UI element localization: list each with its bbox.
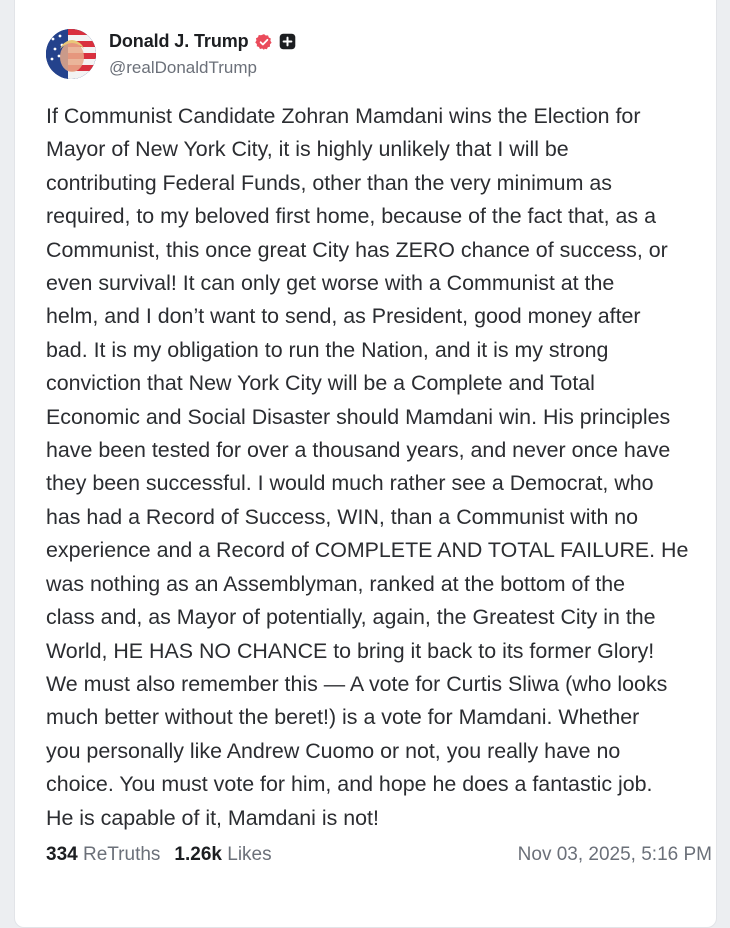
post-text-line: World, HE HAS NO CHANCE to bring it back to its former Glory!	[46, 638, 655, 663]
post-text-line: you personally like Andrew Cuomo or not, you really have no	[46, 738, 621, 763]
post-text-line: class and, as Mayor of potentially, again, the Greatest City in the	[46, 605, 656, 630]
author-display-name[interactable]: Donald J. Trump	[109, 31, 249, 51]
likes-count: 1.26k	[174, 844, 222, 865]
retruths-count: 334	[46, 844, 78, 865]
post-text	[46, 100, 714, 835]
post-text-line: contributing Federal Funds, other than the very minimum as	[46, 170, 612, 195]
post-text-line: was nothing as an Assemblyman, ranked at the bottom of the	[46, 571, 626, 596]
post-text-line: required, to my beloved first home, because of the fact that, as a	[46, 204, 656, 229]
retruths-label: ReTruths	[82, 844, 161, 865]
post-text-line: Economic and Social Disaster should Mamdani win. His principles	[46, 404, 671, 429]
verified-badge-icon	[255, 33, 273, 51]
post-text-line: If Communist Candidate Zohran Mamdani wins the Election for	[46, 104, 641, 128]
post-text-line: Communist, this once great City has ZERO chance of success, or	[46, 237, 668, 262]
post-text-line: experience and a Record of COMPLETE AND TOTAL FAILURE. He	[46, 538, 689, 563]
likes-stat[interactable]	[174, 844, 271, 866]
likes-label: Likes	[227, 844, 272, 865]
post-text-line: He is capable of it, Mamdani is not!	[46, 805, 379, 830]
author-handle[interactable]: @realDonaldTrump	[109, 58, 257, 77]
post-text-line: choice. You must vote for him, and hope he does a fantastic job.	[46, 772, 653, 797]
post-text-line: We must also remember this — A vote for Curtis Sliwa (who looks	[46, 671, 668, 696]
post-text-line: has had a Record of Success, WIN, than a Communist with no	[46, 504, 639, 529]
post-footer	[46, 844, 712, 866]
post-timestamp[interactable]: Nov 03, 2025, 5:16 PM	[517, 844, 712, 865]
post-text-line: Mayor of New York City, it is highly unlikely that I will be	[46, 137, 569, 162]
retruths-stat[interactable]	[46, 844, 160, 866]
post-text-line: even survival! It can only get worse with a Communist at the	[46, 271, 615, 296]
post-text-line: have been tested for over a thousand years, and never once have	[46, 438, 671, 463]
post-text-line: helm, and I don’t want to send, as President, good money after	[46, 304, 641, 329]
post-text-line: much better without the beret!) is a vote for Mamdani. Whether	[46, 705, 640, 730]
post-text-line: they been successful. I would much rather see a Democrat, who	[46, 471, 654, 496]
plus-badge-icon[interactable]	[279, 33, 297, 51]
post-card	[14, 0, 717, 928]
post-text-line: bad. It is my obligation to run the Nation, and it is my strong	[46, 337, 609, 362]
author-name-row	[109, 31, 297, 52]
avatar[interactable]	[46, 29, 96, 79]
post-text-line: conviction that New York City will be a Complete and Total	[46, 371, 595, 396]
